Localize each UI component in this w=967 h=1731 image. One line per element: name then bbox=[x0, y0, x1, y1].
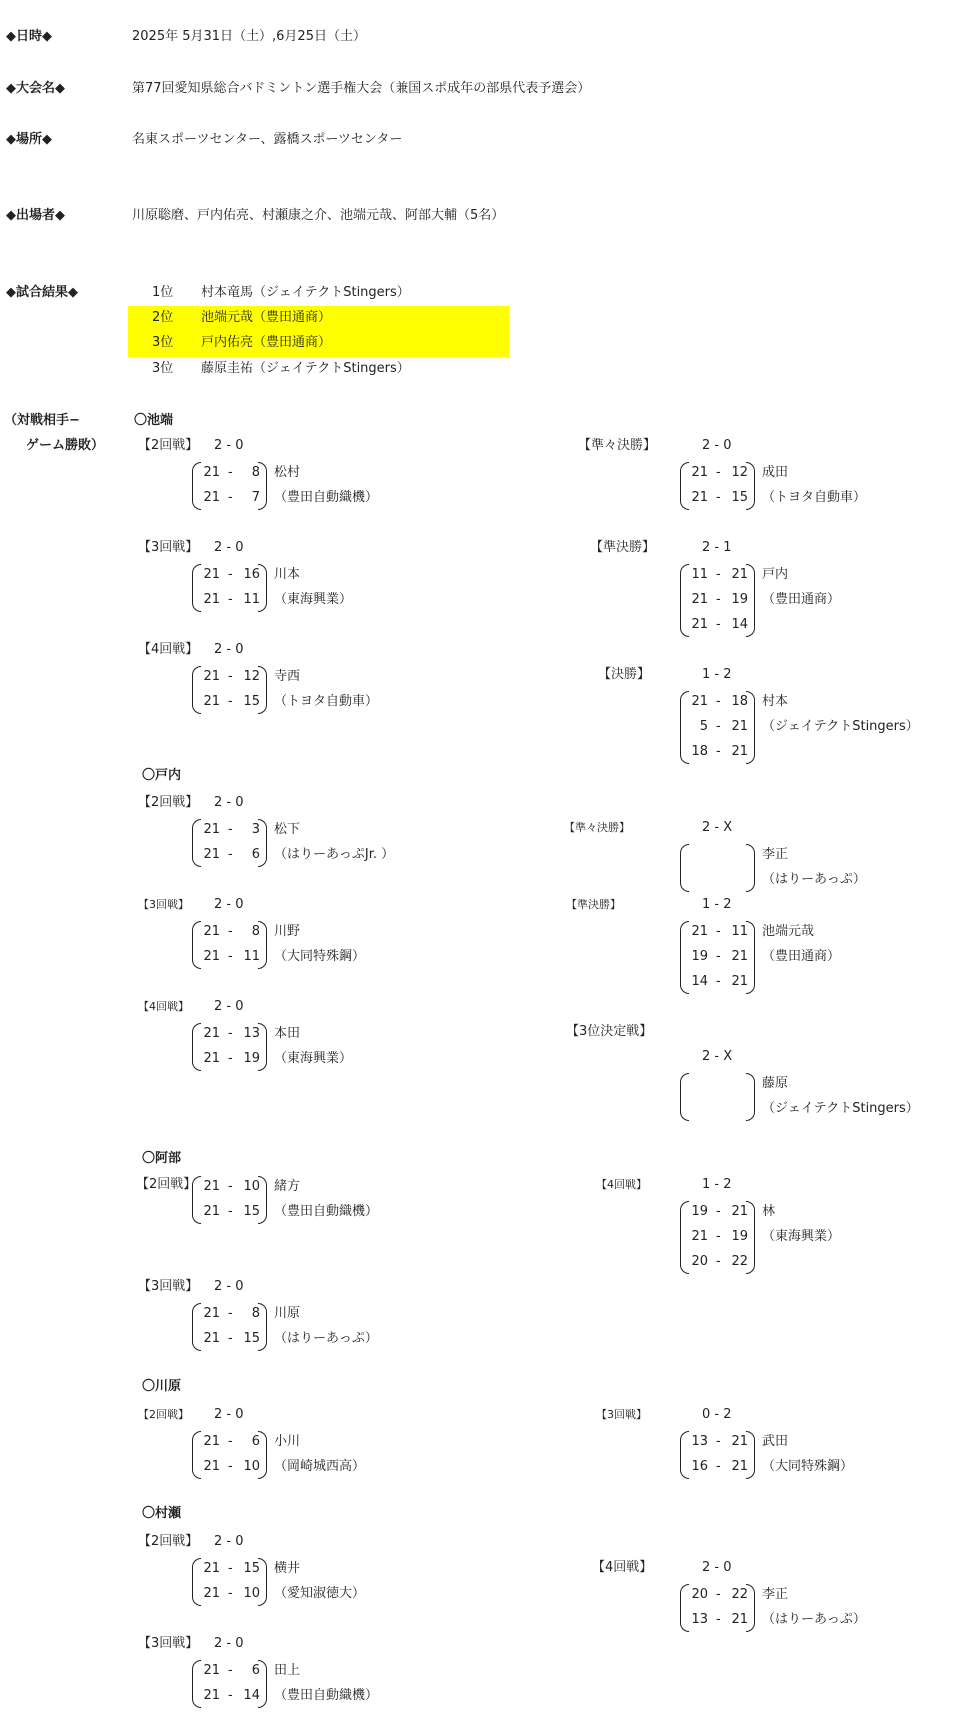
game-score-a: 21 bbox=[203, 567, 220, 582]
opponent-name: 小川 bbox=[274, 1434, 301, 1449]
opponent-name: 松下 bbox=[274, 822, 301, 837]
game-score-b: 13 bbox=[243, 1026, 260, 1041]
game-score-b: 6 bbox=[251, 847, 260, 862]
game-score-b: 22 bbox=[731, 1587, 748, 1602]
match-result: 2 - 0 bbox=[214, 999, 244, 1014]
match-result: 0 - 2 bbox=[702, 1407, 732, 1422]
game-score-sep: - bbox=[716, 592, 721, 607]
game-score-a: 21 bbox=[203, 924, 220, 939]
result-name: 村本竜馬（ジェイテクトStingers） bbox=[201, 285, 410, 300]
opponent-label-line2: ゲーム勝敗） bbox=[26, 438, 105, 453]
game-score-sep: - bbox=[228, 1663, 233, 1678]
opponent-team: （はりーあっぷ） bbox=[762, 872, 866, 887]
round-label: 【4回戦】 bbox=[138, 1000, 189, 1013]
game-score-sep: - bbox=[228, 822, 233, 837]
game-score-b: 18 bbox=[731, 694, 748, 709]
game-score-a: 21 bbox=[203, 1179, 220, 1194]
round-label: 【3回戦】 bbox=[138, 898, 189, 911]
round-label: 【3位決定戦】 bbox=[566, 1024, 653, 1039]
match-result: 2 - 0 bbox=[214, 897, 244, 912]
opponent-team: （ジェイテクトStingers） bbox=[762, 719, 919, 734]
match-result: 2 - 1 bbox=[702, 540, 732, 555]
results-label: ◆試合結果◆ bbox=[6, 285, 78, 300]
result-place: 1位 bbox=[152, 285, 174, 300]
opponent-name: 李正 bbox=[762, 847, 789, 862]
game-score-a: 18 bbox=[691, 744, 708, 759]
game-score-sep: - bbox=[716, 1459, 721, 1474]
opponent-team: （豊田自動織機） bbox=[274, 490, 379, 505]
game-score-sep: - bbox=[228, 1051, 233, 1066]
round-label: 【3回戦】 bbox=[596, 1408, 647, 1421]
game-score-sep: - bbox=[716, 694, 721, 709]
opponent-name: 田上 bbox=[274, 1663, 301, 1678]
opponent-team: （豊田通商） bbox=[762, 949, 841, 964]
game-score-b: 7 bbox=[251, 490, 260, 505]
result-name: 池端元哉（豊田通商） bbox=[201, 310, 332, 325]
opponent-team: （愛知淑徳大） bbox=[274, 1586, 366, 1601]
result-place: 3位 bbox=[152, 335, 174, 350]
game-score-b: 15 bbox=[243, 694, 260, 709]
game-score-b: 10 bbox=[243, 1586, 260, 1601]
venue-value: 名東スポーツセンター、露橋スポーツセンター bbox=[132, 132, 403, 147]
game-score-b: 21 bbox=[731, 949, 748, 964]
game-score-a: 21 bbox=[203, 1459, 220, 1474]
opponent-name: 寺西 bbox=[274, 669, 301, 684]
game-score-sep: - bbox=[716, 617, 721, 632]
game-score-b: 15 bbox=[243, 1561, 260, 1576]
game-score-sep: - bbox=[228, 847, 233, 862]
game-score-a: 20 bbox=[691, 1587, 708, 1602]
game-score-b: 21 bbox=[731, 719, 748, 734]
opponent-name: 横井 bbox=[274, 1561, 301, 1576]
game-score-a: 21 bbox=[691, 490, 708, 505]
bracket-left bbox=[680, 844, 689, 892]
round-label: 【2回戦】 bbox=[138, 1408, 189, 1421]
opponent-team: （豊田自動織機） bbox=[274, 1204, 379, 1219]
opponent-team: （トヨタ自動車） bbox=[274, 694, 379, 709]
game-score-sep: - bbox=[716, 1587, 721, 1602]
game-score-b: 22 bbox=[731, 1254, 748, 1269]
game-score-b: 19 bbox=[731, 1229, 748, 1244]
game-score-sep: - bbox=[228, 1026, 233, 1041]
game-score-b: 8 bbox=[251, 924, 260, 939]
game-score-b: 10 bbox=[243, 1459, 260, 1474]
opponent-team: （はりーあっぷ） bbox=[274, 1331, 378, 1346]
date-label: ◆日時◆ bbox=[6, 29, 52, 44]
game-score-a: 11 bbox=[691, 567, 708, 582]
game-score-sep: - bbox=[228, 1434, 233, 1449]
players-value: 川原聡磨、戸内佑亮、村瀬康之介、池端元哉、阿部大輔（5名） bbox=[132, 208, 505, 223]
match-result: 2 - 0 bbox=[214, 1407, 244, 1422]
round-label: 【準々決勝】 bbox=[564, 821, 630, 834]
game-score-a: 21 bbox=[203, 1688, 220, 1703]
round-label: 【2回戦】 bbox=[138, 1534, 199, 1549]
game-score-a: 19 bbox=[691, 949, 708, 964]
opponent-name: 藤原 bbox=[762, 1076, 789, 1091]
opponent-team: （豊田自動織機） bbox=[274, 1688, 379, 1703]
players-label: ◆出場者◆ bbox=[6, 208, 65, 223]
game-score-sep: - bbox=[228, 669, 233, 684]
game-score-b: 11 bbox=[243, 592, 260, 607]
opponent-team: （岡崎城西高） bbox=[274, 1459, 366, 1474]
game-score-a: 21 bbox=[691, 617, 708, 632]
round-label: 【4回戦】 bbox=[596, 1178, 647, 1191]
game-score-b: 12 bbox=[731, 465, 748, 480]
game-score-a: 21 bbox=[691, 694, 708, 709]
opponent-name: 成田 bbox=[762, 465, 789, 480]
game-score-b: 21 bbox=[731, 1204, 748, 1219]
match-result: 2 - 0 bbox=[214, 1636, 244, 1651]
game-score-b: 10 bbox=[243, 1179, 260, 1194]
game-score-b: 21 bbox=[731, 744, 748, 759]
opponent-name: 松村 bbox=[274, 465, 301, 480]
bracket-right bbox=[746, 1073, 755, 1121]
game-score-sep: - bbox=[228, 490, 233, 505]
opponent-team: （東海興業） bbox=[274, 592, 353, 607]
game-score-sep: - bbox=[716, 924, 721, 939]
opponent-team: （はりーあっぷ） bbox=[762, 1612, 866, 1627]
player-name: 〇村瀬 bbox=[142, 1506, 182, 1521]
round-label: 【2回戦】 bbox=[138, 438, 199, 453]
game-score-a: 21 bbox=[203, 1051, 220, 1066]
game-score-a: 13 bbox=[691, 1434, 708, 1449]
game-score-b: 6 bbox=[251, 1663, 260, 1678]
round-label: 【2回戦】 bbox=[138, 795, 199, 810]
match-result: 2 - 0 bbox=[214, 1279, 244, 1294]
round-label: 【3回戦】 bbox=[138, 540, 199, 555]
game-score-a: 21 bbox=[203, 1204, 220, 1219]
round-label: 【2回戦】 bbox=[136, 1177, 197, 1192]
round-label: 【準決勝】 bbox=[590, 540, 656, 555]
round-label: 【決勝】 bbox=[598, 667, 651, 682]
game-score-b: 19 bbox=[731, 592, 748, 607]
opponent-team: （東海興業） bbox=[762, 1229, 841, 1244]
game-score-sep: - bbox=[228, 465, 233, 480]
opponent-name: 川野 bbox=[274, 924, 301, 939]
game-score-sep: - bbox=[228, 694, 233, 709]
opponent-team: （はりーあっぷJr. ） bbox=[274, 847, 395, 862]
match-result: 2 - X bbox=[702, 820, 733, 835]
game-score-a: 21 bbox=[203, 1586, 220, 1601]
game-score-b: 15 bbox=[243, 1331, 260, 1346]
round-label: 【3回戦】 bbox=[138, 1636, 199, 1651]
date-value: 2025年 5月31日（土）,6月25日（土） bbox=[132, 29, 366, 44]
round-label: 【4回戦】 bbox=[138, 642, 199, 657]
game-score-sep: - bbox=[716, 719, 721, 734]
game-score-a: 13 bbox=[691, 1612, 708, 1627]
game-score-a: 21 bbox=[203, 490, 220, 505]
opponent-name: 武田 bbox=[762, 1434, 789, 1449]
game-score-b: 21 bbox=[731, 1612, 748, 1627]
opponent-name: 戸内 bbox=[762, 567, 789, 582]
game-score-sep: - bbox=[228, 949, 233, 964]
event-label: ◆大会名◆ bbox=[6, 81, 65, 96]
game-score-a: 19 bbox=[691, 1204, 708, 1219]
game-score-sep: - bbox=[228, 592, 233, 607]
player-name: 〇川原 bbox=[142, 1379, 182, 1394]
player-name: 〇池端 bbox=[134, 413, 174, 428]
game-score-a: 21 bbox=[203, 949, 220, 964]
match-result: 2 - 0 bbox=[214, 1534, 244, 1549]
round-label: 【準決勝】 bbox=[566, 898, 621, 911]
game-score-b: 12 bbox=[243, 669, 260, 684]
game-score-sep: - bbox=[228, 1561, 233, 1576]
match-result: 1 - 2 bbox=[702, 897, 732, 912]
game-score-sep: - bbox=[228, 1204, 233, 1219]
game-score-b: 14 bbox=[731, 617, 748, 632]
game-score-sep: - bbox=[716, 490, 721, 505]
game-score-sep: - bbox=[716, 1434, 721, 1449]
game-score-b: 16 bbox=[243, 567, 260, 582]
game-score-b: 3 bbox=[251, 822, 260, 837]
event-value: 第77回愛知県総合バドミントン選手権大会（兼国スポ成年の部県代表予選会） bbox=[132, 81, 591, 96]
player-name: 〇戸内 bbox=[142, 768, 182, 783]
game-score-a: 21 bbox=[203, 694, 220, 709]
opponent-team: （大同特殊鋼） bbox=[274, 949, 366, 964]
match-result: 2 - 0 bbox=[214, 540, 244, 555]
game-score-a: 21 bbox=[203, 1026, 220, 1041]
opponent-name: 池端元哉 bbox=[762, 924, 815, 939]
match-result: 2 - 0 bbox=[214, 795, 244, 810]
game-score-sep: - bbox=[716, 949, 721, 964]
game-score-b: 15 bbox=[243, 1204, 260, 1219]
game-score-a: 21 bbox=[691, 924, 708, 939]
match-result: 2 - 0 bbox=[702, 438, 732, 453]
game-score-b: 19 bbox=[243, 1051, 260, 1066]
opponent-team: （大同特殊鋼） bbox=[762, 1459, 854, 1474]
game-score-a: 21 bbox=[691, 465, 708, 480]
game-score-sep: - bbox=[228, 924, 233, 939]
game-score-b: 11 bbox=[731, 924, 748, 939]
opponent-name: 李正 bbox=[762, 1587, 789, 1602]
match-result: 2 - 0 bbox=[214, 438, 244, 453]
game-score-a: 21 bbox=[691, 592, 708, 607]
game-score-b: 21 bbox=[731, 974, 748, 989]
game-score-a: 21 bbox=[203, 1561, 220, 1576]
game-score-sep: - bbox=[716, 465, 721, 480]
game-score-sep: - bbox=[716, 974, 721, 989]
game-score-sep: - bbox=[228, 1586, 233, 1601]
opponent-label-line1: （対戦相手− bbox=[4, 413, 80, 428]
game-score-sep: - bbox=[716, 567, 721, 582]
game-score-a: 21 bbox=[203, 1306, 220, 1321]
game-score-b: 14 bbox=[243, 1688, 260, 1703]
game-score-a: 21 bbox=[203, 1663, 220, 1678]
game-score-sep: - bbox=[716, 1612, 721, 1627]
opponent-name: 川本 bbox=[274, 567, 301, 582]
game-score-b: 21 bbox=[731, 1434, 748, 1449]
game-score-a: 21 bbox=[203, 465, 220, 480]
match-result: 2 - 0 bbox=[702, 1560, 732, 1575]
game-score-b: 15 bbox=[731, 490, 748, 505]
game-score-sep: - bbox=[228, 1459, 233, 1474]
game-score-a: 21 bbox=[203, 822, 220, 837]
match-result: 2 - X bbox=[702, 1049, 733, 1064]
game-score-sep: - bbox=[228, 567, 233, 582]
game-score-a: 20 bbox=[691, 1254, 708, 1269]
opponent-name: 本田 bbox=[274, 1026, 301, 1041]
game-score-a: 21 bbox=[203, 669, 220, 684]
game-score-b: 21 bbox=[731, 567, 748, 582]
player-name: 〇阿部 bbox=[142, 1151, 182, 1166]
bracket-right bbox=[746, 844, 755, 892]
game-score-sep: - bbox=[716, 1254, 721, 1269]
game-score-a: 5 bbox=[699, 719, 708, 734]
game-score-a: 16 bbox=[691, 1459, 708, 1474]
game-score-sep: - bbox=[716, 744, 721, 759]
game-score-sep: - bbox=[228, 1331, 233, 1346]
game-score-sep: - bbox=[228, 1306, 233, 1321]
game-score-a: 21 bbox=[203, 1331, 220, 1346]
result-place: 2位 bbox=[152, 310, 174, 325]
opponent-name: 村本 bbox=[762, 694, 789, 709]
result-name: 藤原圭祐（ジェイテクトStingers） bbox=[201, 361, 410, 376]
game-score-b: 8 bbox=[251, 1306, 260, 1321]
round-label: 【3回戦】 bbox=[138, 1279, 199, 1294]
bracket-left bbox=[680, 1073, 689, 1121]
game-score-a: 21 bbox=[203, 1434, 220, 1449]
round-label: 【4回戦】 bbox=[592, 1560, 653, 1575]
opponent-name: 緒方 bbox=[274, 1179, 301, 1194]
game-score-sep: - bbox=[228, 1179, 233, 1194]
game-score-b: 6 bbox=[251, 1434, 260, 1449]
game-score-a: 21 bbox=[691, 1229, 708, 1244]
game-score-sep: - bbox=[716, 1229, 721, 1244]
game-score-sep: - bbox=[228, 1688, 233, 1703]
result-place: 3位 bbox=[152, 361, 174, 376]
game-score-a: 21 bbox=[203, 592, 220, 607]
game-score-a: 14 bbox=[691, 974, 708, 989]
game-score-b: 11 bbox=[243, 949, 260, 964]
opponent-name: 林 bbox=[762, 1204, 776, 1219]
game-score-b: 8 bbox=[251, 465, 260, 480]
opponent-name: 川原 bbox=[274, 1306, 301, 1321]
opponent-team: （ジェイテクトStingers） bbox=[762, 1101, 919, 1116]
match-result: 2 - 0 bbox=[214, 642, 244, 657]
opponent-team: （豊田通商） bbox=[762, 592, 841, 607]
game-score-b: 21 bbox=[731, 1459, 748, 1474]
game-score-sep: - bbox=[716, 1204, 721, 1219]
opponent-team: （トヨタ自動車） bbox=[762, 490, 867, 505]
round-label: 【準々決勝】 bbox=[578, 438, 657, 453]
result-name: 戸内佑亮（豊田通商） bbox=[201, 335, 332, 350]
venue-label: ◆場所◆ bbox=[6, 132, 52, 147]
game-score-a: 21 bbox=[203, 847, 220, 862]
match-result: 1 - 2 bbox=[702, 1177, 732, 1192]
match-result: 1 - 2 bbox=[702, 667, 732, 682]
opponent-team: （東海興業） bbox=[274, 1051, 353, 1066]
